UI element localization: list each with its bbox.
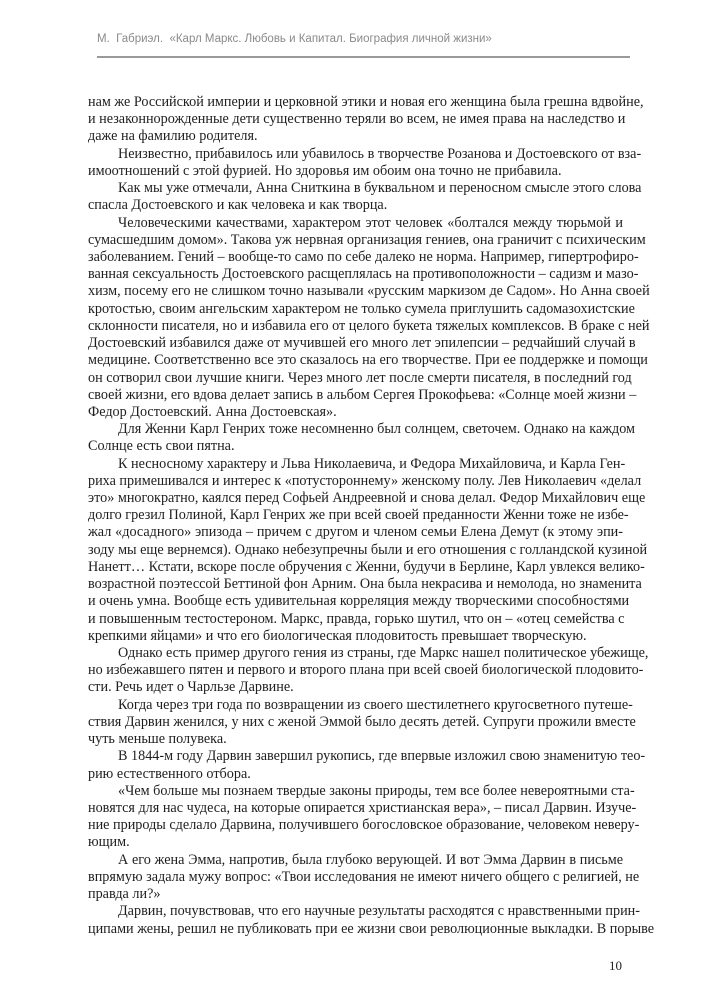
text-line: Федор Достоевский. Анна Достоевская». xyxy=(88,403,337,420)
text-line: ние природы сделало Дарвина, получившего богословское образование, человеком неверу- xyxy=(88,817,640,834)
text-line: А его жена Эмма, напротив, была глубоко верующей. И вот Эмма Дарвин в письме xyxy=(118,851,623,868)
text-line: Дарвин, почувствовав, что его научные результаты расходятся с нравственными прин- xyxy=(118,903,641,920)
text-line: Нанетт… Кстати, вскоре после обручения с Женни, будучи в Берлине, Карл увлекся велико- xyxy=(88,558,645,575)
text-line: рию естественного отбора. xyxy=(88,765,251,782)
text-line: долго грезил Полиной, Карл Генрих же при всей своей преданности Женни тоже не избе- xyxy=(88,507,629,524)
text-line: Достоевский избавился даже от мучившей его много лет эпилепсии – редчайший случай в xyxy=(88,335,636,352)
header-rule xyxy=(97,56,630,58)
text-line: хизм, посему его не слишком точно называли «русским маркизом де Садом». Но Анна своей xyxy=(88,283,650,300)
text-line: возрастной поэтессой Беттиной фон Арним. Она была некрасива и немолода, но знаменита xyxy=(88,576,642,593)
text-line: заболеванием. Гений – вообще-то само по себе далеко не норма. Например, гипертрофиро- xyxy=(88,248,639,265)
text-line: склонности писателя, но и избавила его от целого букета тяжелых комплексов. В браке с ней xyxy=(88,317,650,334)
text-line: спасла Достоевского и как человека и как творца. xyxy=(88,197,388,214)
running-head: М. Габриэл. «Карл Маркс. Любовь и Капитал. Биография личной жизни» xyxy=(97,33,492,45)
text-line: но избежавшего пятен и первого и второго плана при всей своей биологической плодовито- xyxy=(88,662,644,679)
text-line: крепкими яйцами» и что его биологическая плодовитость превышает творческую. xyxy=(88,627,587,644)
text-line: Однако есть пример другого гения из страны, где Маркс нашел политическое убежище, xyxy=(118,645,649,661)
text-line: правда ли?» xyxy=(88,886,161,903)
text-line: сумасшедшим домом». Такова уж нервная организация гениев, она граничит с психическим xyxy=(88,231,646,248)
text-line: и очень умна. Вообще есть удивительная корреляция между творческими способностями xyxy=(88,593,630,610)
text-line: и незаконнорожденные дети существенно теряли во всем, не имея права на наследство и xyxy=(88,111,626,128)
text-line: Когда через три года по возвращении из своего шестилетнего кругосветного путеше- xyxy=(118,696,633,713)
text-line: впрямую задала мужу вопрос: «Твои исследования не имеют ничего общего с религией, не xyxy=(88,868,640,885)
text-line: Человеческими качествами, характером этот человек «болтался между тюрьмой и xyxy=(118,214,623,231)
text-line: Солнце есть свои пятна. xyxy=(88,438,235,455)
text-line: новятся для нас чудеса, на которые опирается христианская вера», – писал Дарвин. Изуче- xyxy=(88,799,637,816)
text-line: чуть меньше полувека. xyxy=(88,731,227,748)
text-line: Как мы уже отмечали, Анна Сниткина в буквальном и переносном смысле этого слова xyxy=(118,180,642,197)
text-line: даже на фамилию родителя. xyxy=(88,128,258,145)
text-line: К несносному характеру и Льва Николаевича, и Федора Михайловича, и Карла Ген- xyxy=(118,455,626,472)
text-line: риха примешивался и интерес к «потустороннему» женскому полу. Лев Николаевич «делал xyxy=(88,472,642,489)
body-text xyxy=(88,94,655,938)
text-line: ствия Дарвин женился, у них с женой Эммой было десять детей. Супруги прожили вместе xyxy=(88,713,636,730)
text-line: медицине. Соответственно все это сказалось на его творчестве. При ее поддержке и помощи xyxy=(88,352,648,369)
text-line: ванная сексуальность Достоевского расщеплялась на противоположности – садизм и мазо- xyxy=(88,266,639,283)
text-line: своей жизни, его вдова делает запись в альбом Сергея Прокофьева: «Солнце моей жизни – xyxy=(88,386,637,403)
text-line: он сотворил свои лучшие книги. Через много лет после смерти писателя, в последний год xyxy=(88,369,632,386)
text-line: Неизвестно, прибавилось или убавилось в творчестве Розанова и Достоевского от вза- xyxy=(118,145,642,162)
text-line: зоду мы еще вернемся). Однако небезупречны были и его отношения с голландской кузиной xyxy=(88,541,648,558)
text-line: нам же Российской империи и церковной этики и новая его женщина была грешна вдвойне, xyxy=(88,94,644,110)
text-line: В 1844-м году Дарвин завершил рукопись, где впервые изложил свою знаменитую тео- xyxy=(118,748,646,765)
text-line: сти. Речь идет о Чарльзе Дарвине. xyxy=(88,679,294,696)
text-line: «Чем больше мы познаем твердые законы природы, тем все более невероятными ста- xyxy=(118,782,635,799)
text-line: имоотношений с этой фурией. Но здоровья им обоим она точно не прибавила. xyxy=(88,162,562,179)
text-line: ципами жены, решил не публиковать при ее жизни свои революционные выкладки. В порыве xyxy=(88,920,655,937)
text-line: ющим. xyxy=(88,834,130,851)
text-line: жал «досадного» эпизода – причем с другом и членом семьи Елена Демут (к этому эпи- xyxy=(88,524,623,541)
text-line: кротостью, своим ангельским характером не только сумела приглушить садомазохистские xyxy=(88,300,635,317)
page-number: 10 xyxy=(609,958,622,973)
text-line: это» многократно, каялся перед Софьей Андреевной и снова делал. Федор Михайлович еще xyxy=(88,490,646,507)
text-line: и повышенным тестостероном. Маркс, правда, горько шутил, что он – «отец семейства с xyxy=(88,610,625,627)
text-line: Для Женни Карл Генрих тоже несомненно был солнцем, светочем. Однако на каждом xyxy=(118,421,636,438)
